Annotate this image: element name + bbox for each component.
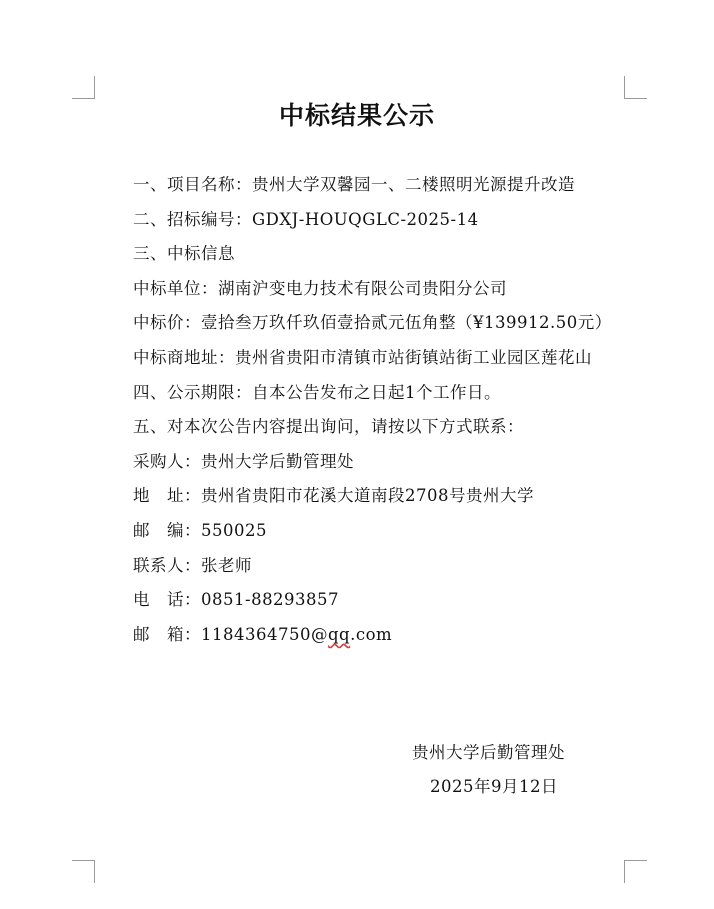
winner-address-line: 中标商地址：贵州省贵阳市清镇市站街镇站街工业园区莲花山 <box>133 347 592 367</box>
winner-price-line: 中标价：壹拾叁万玖仟玖佰壹拾贰元伍角整（¥139912.50元） <box>133 313 612 333</box>
phone-line: 电 话：0851-88293857 <box>133 590 340 610</box>
winner-info-heading: 三、中标信息 <box>133 244 235 264</box>
email-line <box>96 618 631 653</box>
contact-person-line: 联系人：张老师 <box>133 555 252 575</box>
page-title: 中标结果公示 <box>278 101 435 130</box>
project-name-line: 一、项目名称：贵州大学双馨园一、二楼照明光源提升改造 <box>133 175 575 194</box>
email-label: 邮 箱： <box>133 624 201 644</box>
email-domain: qq <box>327 624 351 644</box>
corner-mark-bottom-left <box>72 860 95 883</box>
postcode-line: 邮 编：550025 <box>133 520 267 540</box>
buyer-line: 采购人：贵州大学后勤管理处 <box>133 451 354 471</box>
winner-unit-line: 中标单位：湖南沪变电力技术有限公司贵阳分公司 <box>133 278 507 298</box>
inquiry-line: 五、对本次公告内容提出询问，请按以下方式联系： <box>133 417 524 437</box>
document-body <box>96 168 631 652</box>
announcement-period-line: 四、公示期限：自本公告发布之日起1个工作日。 <box>133 382 501 402</box>
email-tld: .com <box>350 624 393 644</box>
email-user: 1184364750@ <box>201 624 328 644</box>
address-line: 地 址：贵州省贵阳市花溪大道南段2708号贵州大学 <box>133 486 534 506</box>
signature-organization: 贵州大学后勤管理处 <box>412 743 565 762</box>
signature-date: 2025年9月12日 <box>430 777 558 796</box>
tender-number-line: 二、招标编号：GDXJ-HOUQGLC-2025-14 <box>133 209 479 229</box>
corner-mark-bottom-right <box>624 860 647 883</box>
